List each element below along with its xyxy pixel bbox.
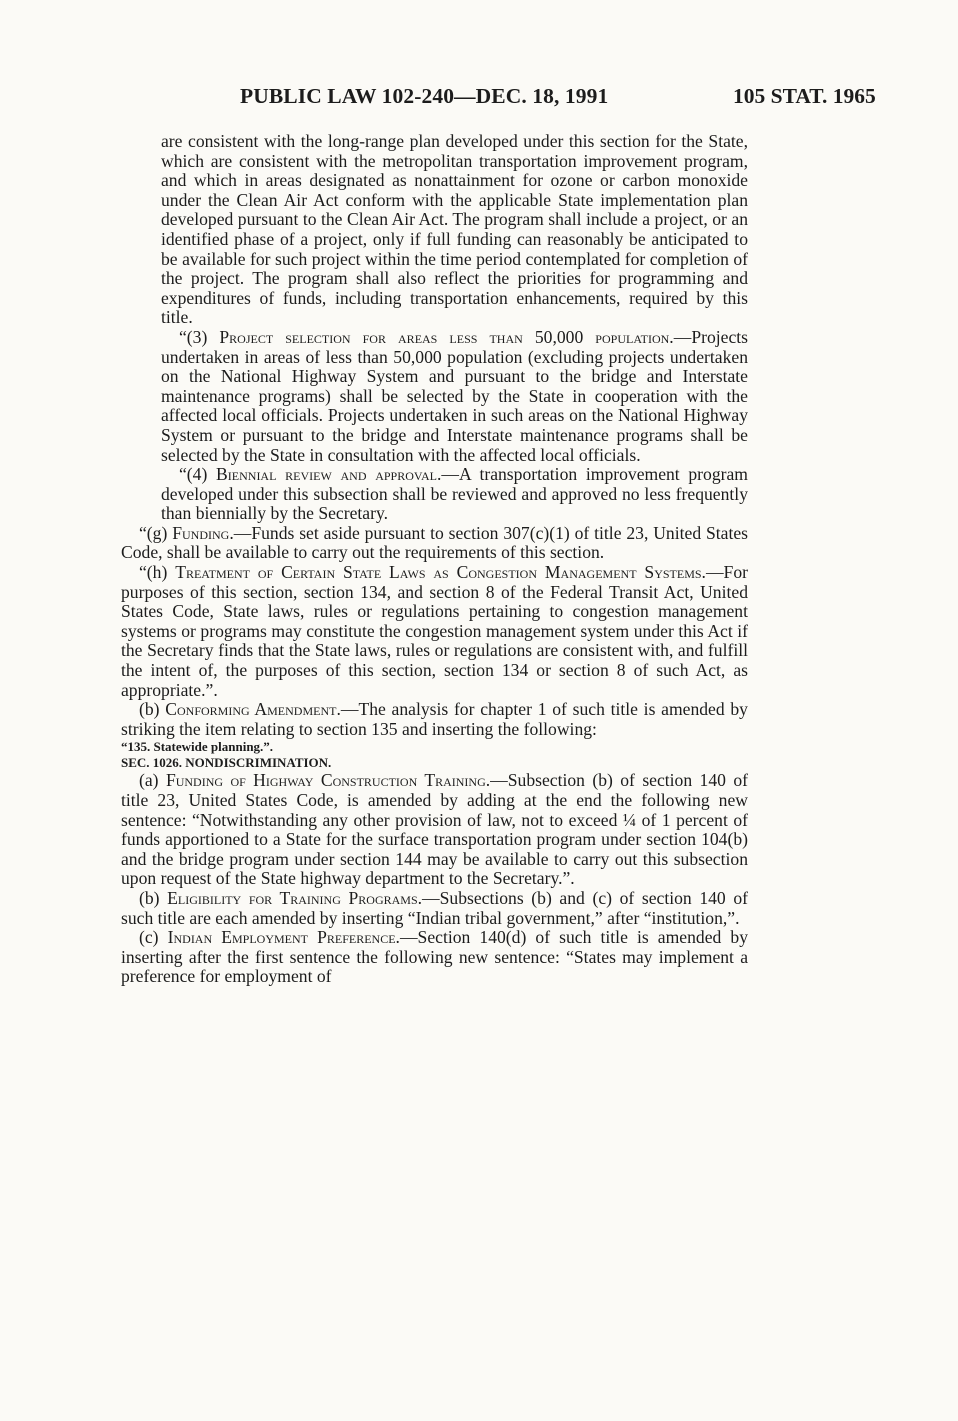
paragraph-text: —The analysis for chapter 1 of such title is amended by striking the item relating to section 135 and inserting the following: (121, 699, 748, 739)
paragraph-heading: Funding of Highway Construction Training. (165, 770, 491, 791)
paragraph-heading: Eligibility for Training Programs. (167, 887, 423, 908)
page-header (0, 84, 958, 114)
subsection-a (121, 771, 748, 889)
document-body (121, 132, 748, 987)
paragraph-text: —A transportation improvement program developed under this subsection shall be reviewed and approved no less frequently than biennially by the Secretary. (161, 464, 748, 524)
paragraph-number: “(4) (179, 464, 217, 485)
table-of-contents-entry: “135. Statewide planning.”. (121, 739, 274, 755)
section-1026-body (121, 771, 748, 987)
paragraph-number: “(3) (179, 326, 220, 347)
paragraph-text: are consistent with the long-range plan developed under this section for the State, which are consistent with the metropolitan transportation improvement program, and which in areas designated as nonattainment for ozone or carbon monoxide under the Clean Air Act conform with the applicable State implementation plan developed pursuant to the Clean Air Act. The program shall include a project, or an identified phase of a project, only if full funding can reasonably be anticipated to be available for such project within the time period contemplated for completion of the project. The program shall also reflect the priorities for programming and expenditures of funds, including transportation enhancements, required by this title. (161, 131, 748, 328)
paragraph-heading: Indian Employment Preference. (167, 927, 400, 948)
paragraph-heading: Conforming Amendment. (165, 699, 341, 720)
paragraph-number: (c) (139, 927, 168, 948)
subsection-b (121, 889, 748, 928)
paragraph-continued (161, 132, 748, 328)
paragraph-text: —Funds set aside pursuant to section 307(c)(1) of title 23, United States Code, shall be available to carry out the requirements of this section. (121, 522, 748, 563)
paragraph-number: (a) (139, 770, 166, 791)
paragraph-heading: Biennial review and approval. (216, 464, 442, 485)
header-title: PUBLIC LAW 102-240—DEC. 18, 1991 (240, 84, 609, 108)
paragraph-number: “(g) (139, 522, 173, 543)
paragraph-text: —Subsections (b) and (c) of section 140 of such title are each amended by inserting “Indian tribal government,” after “institution,”. (121, 887, 748, 928)
paragraph-heading: Funding. (172, 522, 234, 543)
paragraph-heading: Treatment of Certain State Laws as Congestion Management Systems. (175, 562, 706, 583)
subsection-b-conforming (121, 700, 748, 739)
subsections-g-to-b (121, 524, 748, 740)
paragraph-text: —Subsection (b) of section 140 of title 23, United States Code, is amended by adding at the end the following new sentence: “Notwithstanding any other provision of law, not to exceed ¼ of 1 percent of funds apportioned to a State for the surface transportation program under section 104(b) and the bridge program under section 144 may be available to carry out this subsection upon request of the State highway department to the Secretary.”. (121, 770, 748, 889)
subsection-g (121, 524, 748, 563)
paragraph-4 (161, 465, 748, 524)
subsection-c (121, 928, 748, 987)
paragraph-heading: Project selection for areas less than 50,000 population. (219, 326, 674, 347)
subsection-f-continuation (121, 132, 748, 524)
paragraph-3 (161, 328, 748, 465)
paragraph-text: —For purposes of this section, section 134, and section 8 of the Federal Transit Act, United States Code, State laws, rules or regulations pertaining to congestion management systems or programs may constitute the congestion management system under this Act if the Secretary finds that the State laws, rules or regulations are consistent with, and fulfill the intent of, the purposes of this section, section 134 or section 8 of such Act, as appropriate.”. (121, 562, 748, 700)
paragraph-text: —Projects undertaken in areas of less than 50,000 population (excluding projects undertaken on the National Highway System and pursuant to the bridge and Interstate maintenance programs) shall be selected by the State in cooperation with the affected local officials. Projects undertaken in such areas on the National Highway System or pursuant to the bridge and Interstate maintenance programs shall be selected by the State in consultation with the affected local officials. (161, 326, 748, 465)
paragraph-number: (b) (139, 887, 168, 908)
paragraph-number: “(h) (139, 562, 176, 583)
paragraph-text: —Section 140(d) of such title is amended by inserting after the first sentence the following new sentence: “States may implement a preference for employment of (121, 927, 748, 987)
header-page-reference: 105 STAT. 1965 (733, 84, 876, 108)
section-heading: SEC. 1026. NONDISCRIMINATION. (121, 755, 332, 771)
paragraph-number: (b) (139, 699, 166, 720)
subsection-h (121, 563, 748, 700)
